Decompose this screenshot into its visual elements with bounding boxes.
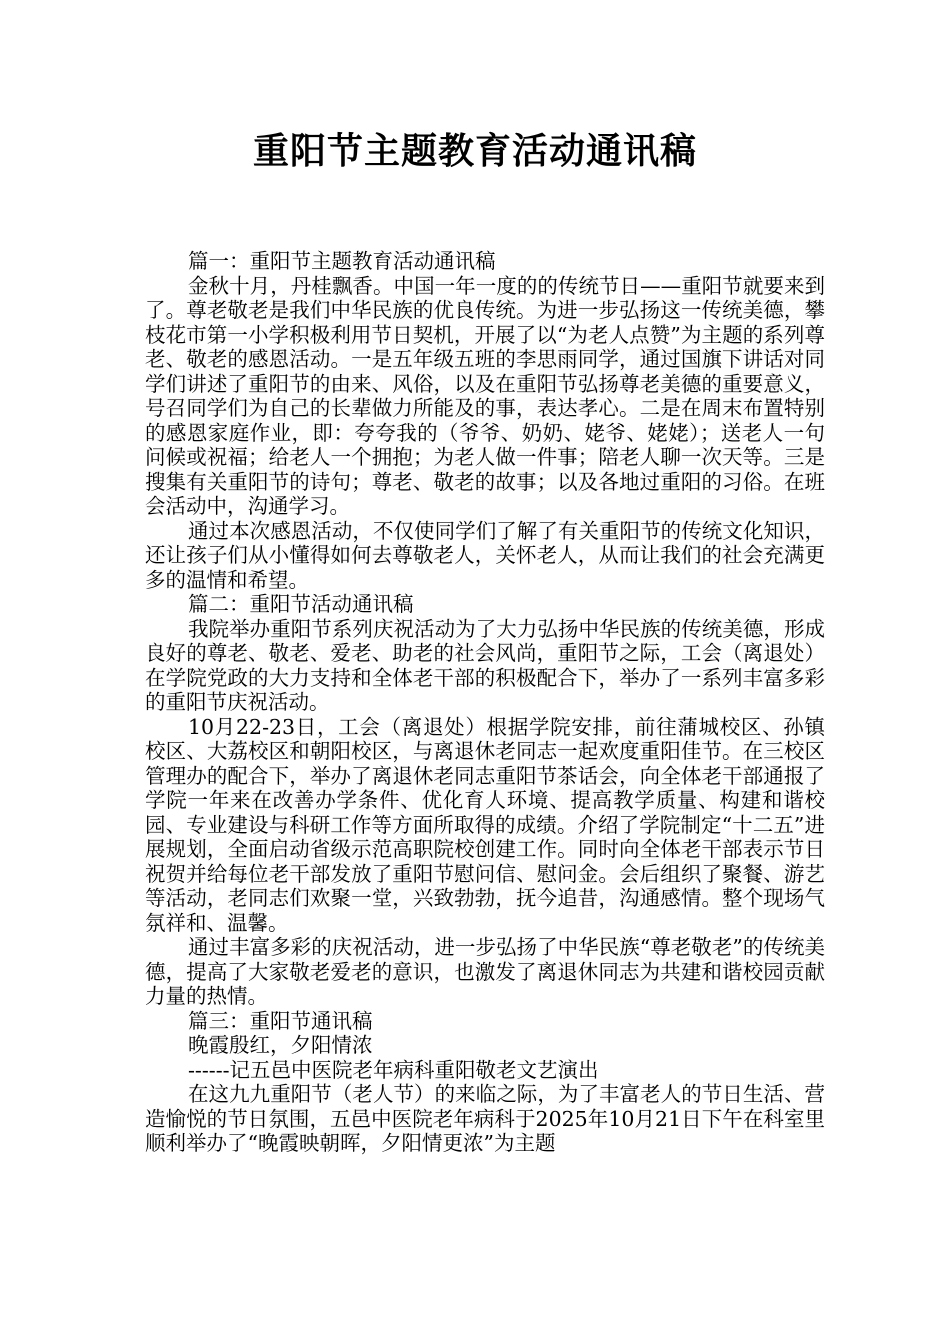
body-paragraph: 通过丰富多彩的庆祝活动，进一步弘扬了中华民族“尊老敬老”的传统美德，提高了大家敬老爱老的意识，也激发了离退休同志为共建和谐校园贡献力量的热情。 (145, 935, 825, 1008)
body-paragraph: 在这九九重阳节（老人节）的来临之际，为了丰富老人的节日生活、营造愉悦的节日氛围，五邑中医院老年病科于2025年10月21日下午在科室里顺利举办了“晚霞映朝晖，夕阳情更浓”为主题 (145, 1082, 825, 1155)
document-title: 重阳节主题教育活动通讯稿 (252, 131, 697, 172)
section-heading-3: 篇三：重阳节通讯稿 (188, 1008, 373, 1033)
body-paragraph: 金秋十月，丹桂飘香。中国一年一度的的传统节日——重阳节就要来到了。尊老敬老是我们中华民族的优良传统。为进一步弘扬这一传统美德，攀枝花市第一小学积极利用节日契机，开展了以“为老人点赞”为主题的系列尊老、敬老的感恩活动。一是五年级五班的李思雨同学，通过国旗下讲话对同学们讲述了重阳节的由来、风俗，以及在重阳节弘扬尊老美德的重要意义，号召同学们为自己的长辈做力所能及的事，表达孝心。二是在周末布置特别的感恩家庭作业，即：夸夸我的（爷爷、奶奶、姥爷、姥姥）；送老人一句问候或祝福；给老人一个拥抱；为老人做一件事；陪老人聊一次天等。三是搜集有关重阳节的诗句；尊老、敬老的故事；以及各地过重阳的习俗。在班会活动中，沟通学习。 (145, 273, 825, 518)
article-subheadline: ------记五邑中医院老年病科重阳敬老文艺演出 (188, 1057, 599, 1082)
body-paragraph: 我院举办重阳节系列庆祝活动为了大力弘扬中华民族的传统美德，形成良好的尊老、敬老、爱老、助老的社会风尚，重阳节之际，工会（离退处）在学院党政的大力支持和全体老干部的积极配合下，举办了一系列丰富多彩的重阳节庆祝活动。 (145, 616, 825, 714)
article-headline: 晚霞殷红，夕阳情浓 (188, 1033, 373, 1057)
body-paragraph: 10月22-23日，工会（离退处）根据学院安排，前往蒲城校区、孙镇校区、大荔校区和朝阳校区，与离退休老同志一起欢度重阳佳节。在三校区管理办的配合下，举办了离退休老同志重阳节茶话会，向全体老干部通报了学院一年来在改善办学条件、优化育人环境、提高教学质量、构建和谐校园、专业建设与科研工作等方面所取得的成绩。介绍了学院制定“十二五”进展规划，全面启动省级示范高职院校创建工作。同时向全体老干部表示节日祝贺并给每位老干部发放了重阳节慰问信、慰问金。会后组织了聚餐、游艺等活动，老同志们欢聚一堂，兴致勃勃，抚今追昔，沟通感情。整个现场气氛祥和、温馨。 (145, 714, 825, 935)
section-heading-1: 篇一：重阳节主题教育活动通讯稿 (188, 249, 496, 273)
document-body (145, 249, 825, 1156)
body-paragraph: 通过本次感恩活动，不仅使同学们了解了有关重阳节的传统文化知识，还让孩子们从小懂得如何去尊敬老人，关怀老人，从而让我们的社会充满更多的温情和希望。 (145, 518, 825, 592)
section-heading-2: 篇二：重阳节活动通讯稿 (188, 592, 414, 616)
